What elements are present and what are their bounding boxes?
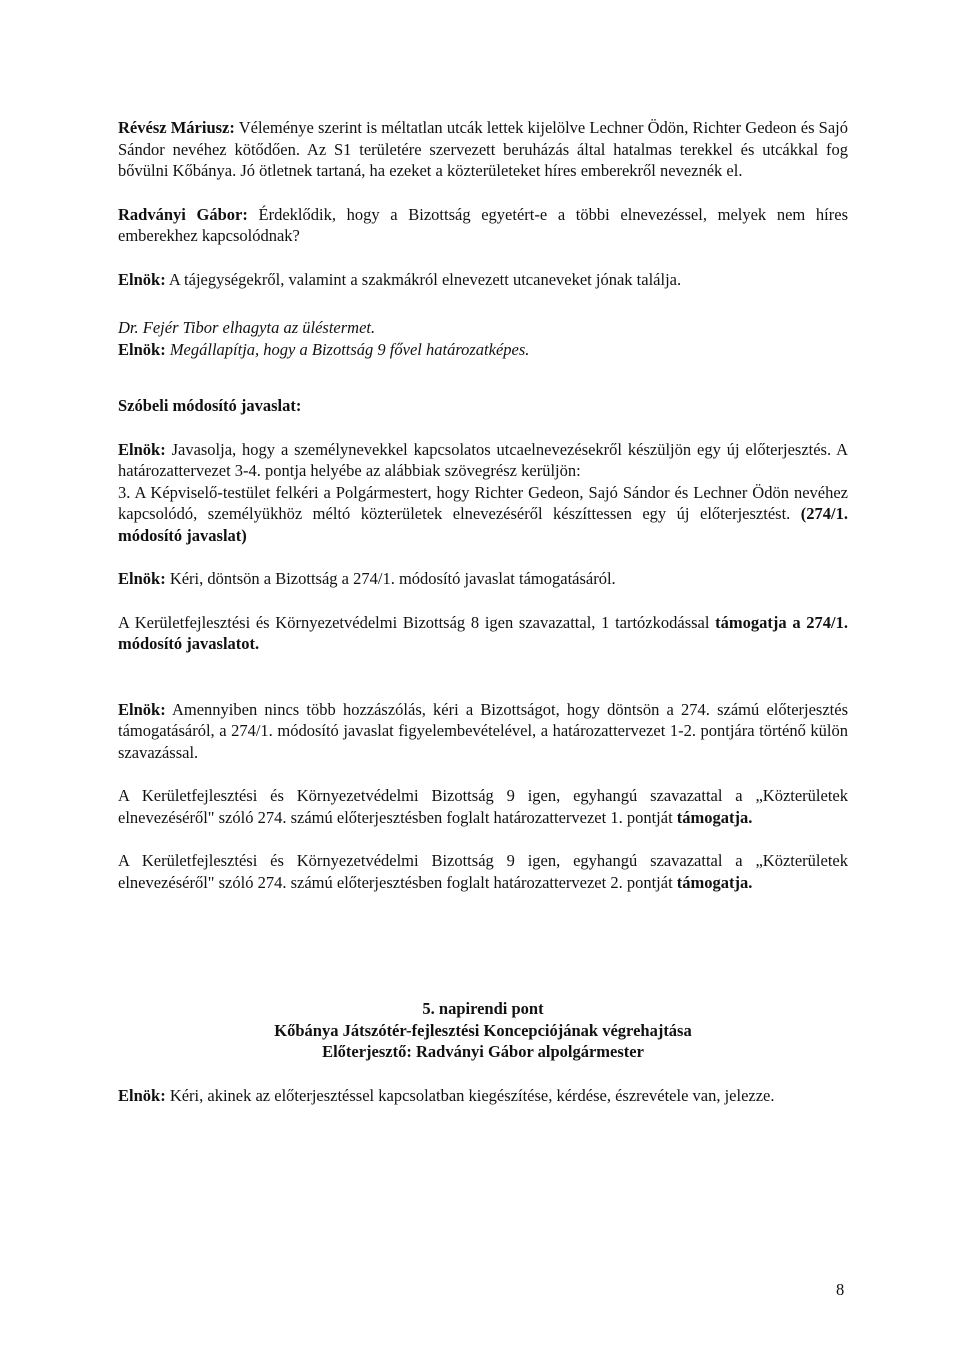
- vote-text: A Kerületfejlesztési és Környezetvédelmi Bizottság 8 igen szavazattal, 1 tartózkodással: [118, 612, 716, 632]
- speaker-name: Elnök:: [118, 339, 166, 359]
- paragraph-text: Kéri, akinek az előterjesztéssel kapcsolatban kiegészítése, kérdése, észrevétele van, jelezze.: [165, 1085, 775, 1105]
- agenda-heading: [118, 998, 848, 1063]
- speaker-name: Elnök:: [118, 1085, 166, 1105]
- agenda-presenter: Előterjesztő: Radványi Gábor alpolgármester: [322, 1042, 644, 1061]
- paragraph-vote-2: [118, 785, 848, 828]
- vote-text: A Kerületfejlesztési és Környezetvédelmi Bizottság 9 igen, egyhangú szavazattal a „Közterületek elnevezéséről" szóló 274. számú előterjesztésben foglalt határozattervezet 1. pontját: [118, 786, 848, 827]
- paragraph-vote-1: [118, 612, 848, 655]
- paragraph-elnok-1: [118, 269, 848, 291]
- vote-text: A Kerületfejlesztési és Környezetvédelmi Bizottság 9 igen, egyhangú szavazattal a „Közterületek elnevezéséről" szóló 274. számú előterjesztésben foglalt határozattervezet 2. pontját: [118, 851, 848, 892]
- quorum-text: Megállapítja, hogy a Bizottság 9 fővel határozatképes.: [165, 339, 530, 359]
- paragraph-proposal: [118, 482, 848, 547]
- paragraph-text: Javasolja, hogy a személynevekkel kapcsolatos utcaelnevezésekről készüljön egy új előterjesztés. A határozattervezet 3-4. pontja helyébe az alábbiak szövegrész kerüljön:: [118, 439, 848, 480]
- page-number: 8: [836, 1280, 845, 1299]
- paragraph-elnok-2: [118, 439, 848, 482]
- speaker-name: Révész Máriusz:: [118, 118, 235, 137]
- quorum-statement: [118, 339, 848, 361]
- speaker-name: Elnök:: [118, 439, 166, 459]
- quorum-block: [118, 317, 848, 360]
- vote-result: támogatja.: [676, 872, 753, 892]
- paragraph-elnok-3: [118, 568, 848, 590]
- paragraph-text: A tájegységekről, valamint a szakmákról elnevezett utcaneveket jónak találja.: [165, 269, 682, 289]
- paragraph-text: Véleménye szerint is méltatlan utcák lettek kijelölve Lechner Ödön, Richter Gedeon és Sajó Sándor nevéhez kötődően. Az S1 területére szervezett beruházás által hatalmas terekkel és utcákkal fog bővülni Kőbánya. Jó ötletnek tartaná, ha ezeket a közterületeket híres emberekről neveznék el.: [118, 118, 848, 180]
- paragraph-revesz: [118, 117, 848, 182]
- speaker-name: Radványi Gábor:: [118, 204, 248, 224]
- document-page: [118, 117, 848, 1106]
- section-heading: Szóbeli módosító javaslat:: [118, 396, 302, 415]
- paragraph-radvanyi: [118, 204, 848, 247]
- paragraph-vote-3: [118, 850, 848, 893]
- vote-result: támogatja a 274/1. módosító javaslatot.: [118, 612, 848, 653]
- agenda-title: Kőbánya Játszótér-fejlesztési Koncepciójának végrehajtása: [274, 1020, 692, 1040]
- paragraph-elnok-5: [118, 1085, 848, 1107]
- paragraph-text: Amennyiben nincs több hozzászólás, kéri a Bizottságot, hogy döntsön a 274. számú előterjesztés támogatásáról, a 274/1. módosító javaslat figyelembevételével, a határozattervezet 1-2. pontjára történő külön szavazással.: [118, 699, 848, 762]
- vote-result: támogatja.: [676, 807, 753, 827]
- agenda-number: 5. napirendi pont: [422, 999, 544, 1018]
- speaker-name: Elnök:: [118, 569, 166, 588]
- quorum-note: Dr. Fejér Tibor elhagyta az üléstermet.: [118, 318, 376, 337]
- speaker-name: Elnök:: [118, 269, 166, 289]
- speaker-name: Elnök:: [118, 699, 166, 719]
- paragraph-elnok-4: [118, 699, 848, 764]
- paragraph-text: Érdeklődik, hogy a Bizottság egyetért-e a többi elnevezéssel, melyek nem híres emberekhez kapcsolódnak?: [118, 204, 848, 245]
- paragraph-text: Kéri, döntsön a Bizottság a 274/1. módosító javaslat támogatásáról.: [165, 569, 616, 588]
- proposal-ref: (274/1. módosító javaslat): [118, 504, 848, 545]
- proposal-text: 3. A Képviselő-testület felkéri a Polgármestert, hogy Richter Gedeon, Sajó Sándor és Lechner Ödön nevéhez kapcsolódó, személyükhöz méltó közterületek elnevezéséről készíttessen egy új előterjesztést.: [118, 482, 848, 523]
